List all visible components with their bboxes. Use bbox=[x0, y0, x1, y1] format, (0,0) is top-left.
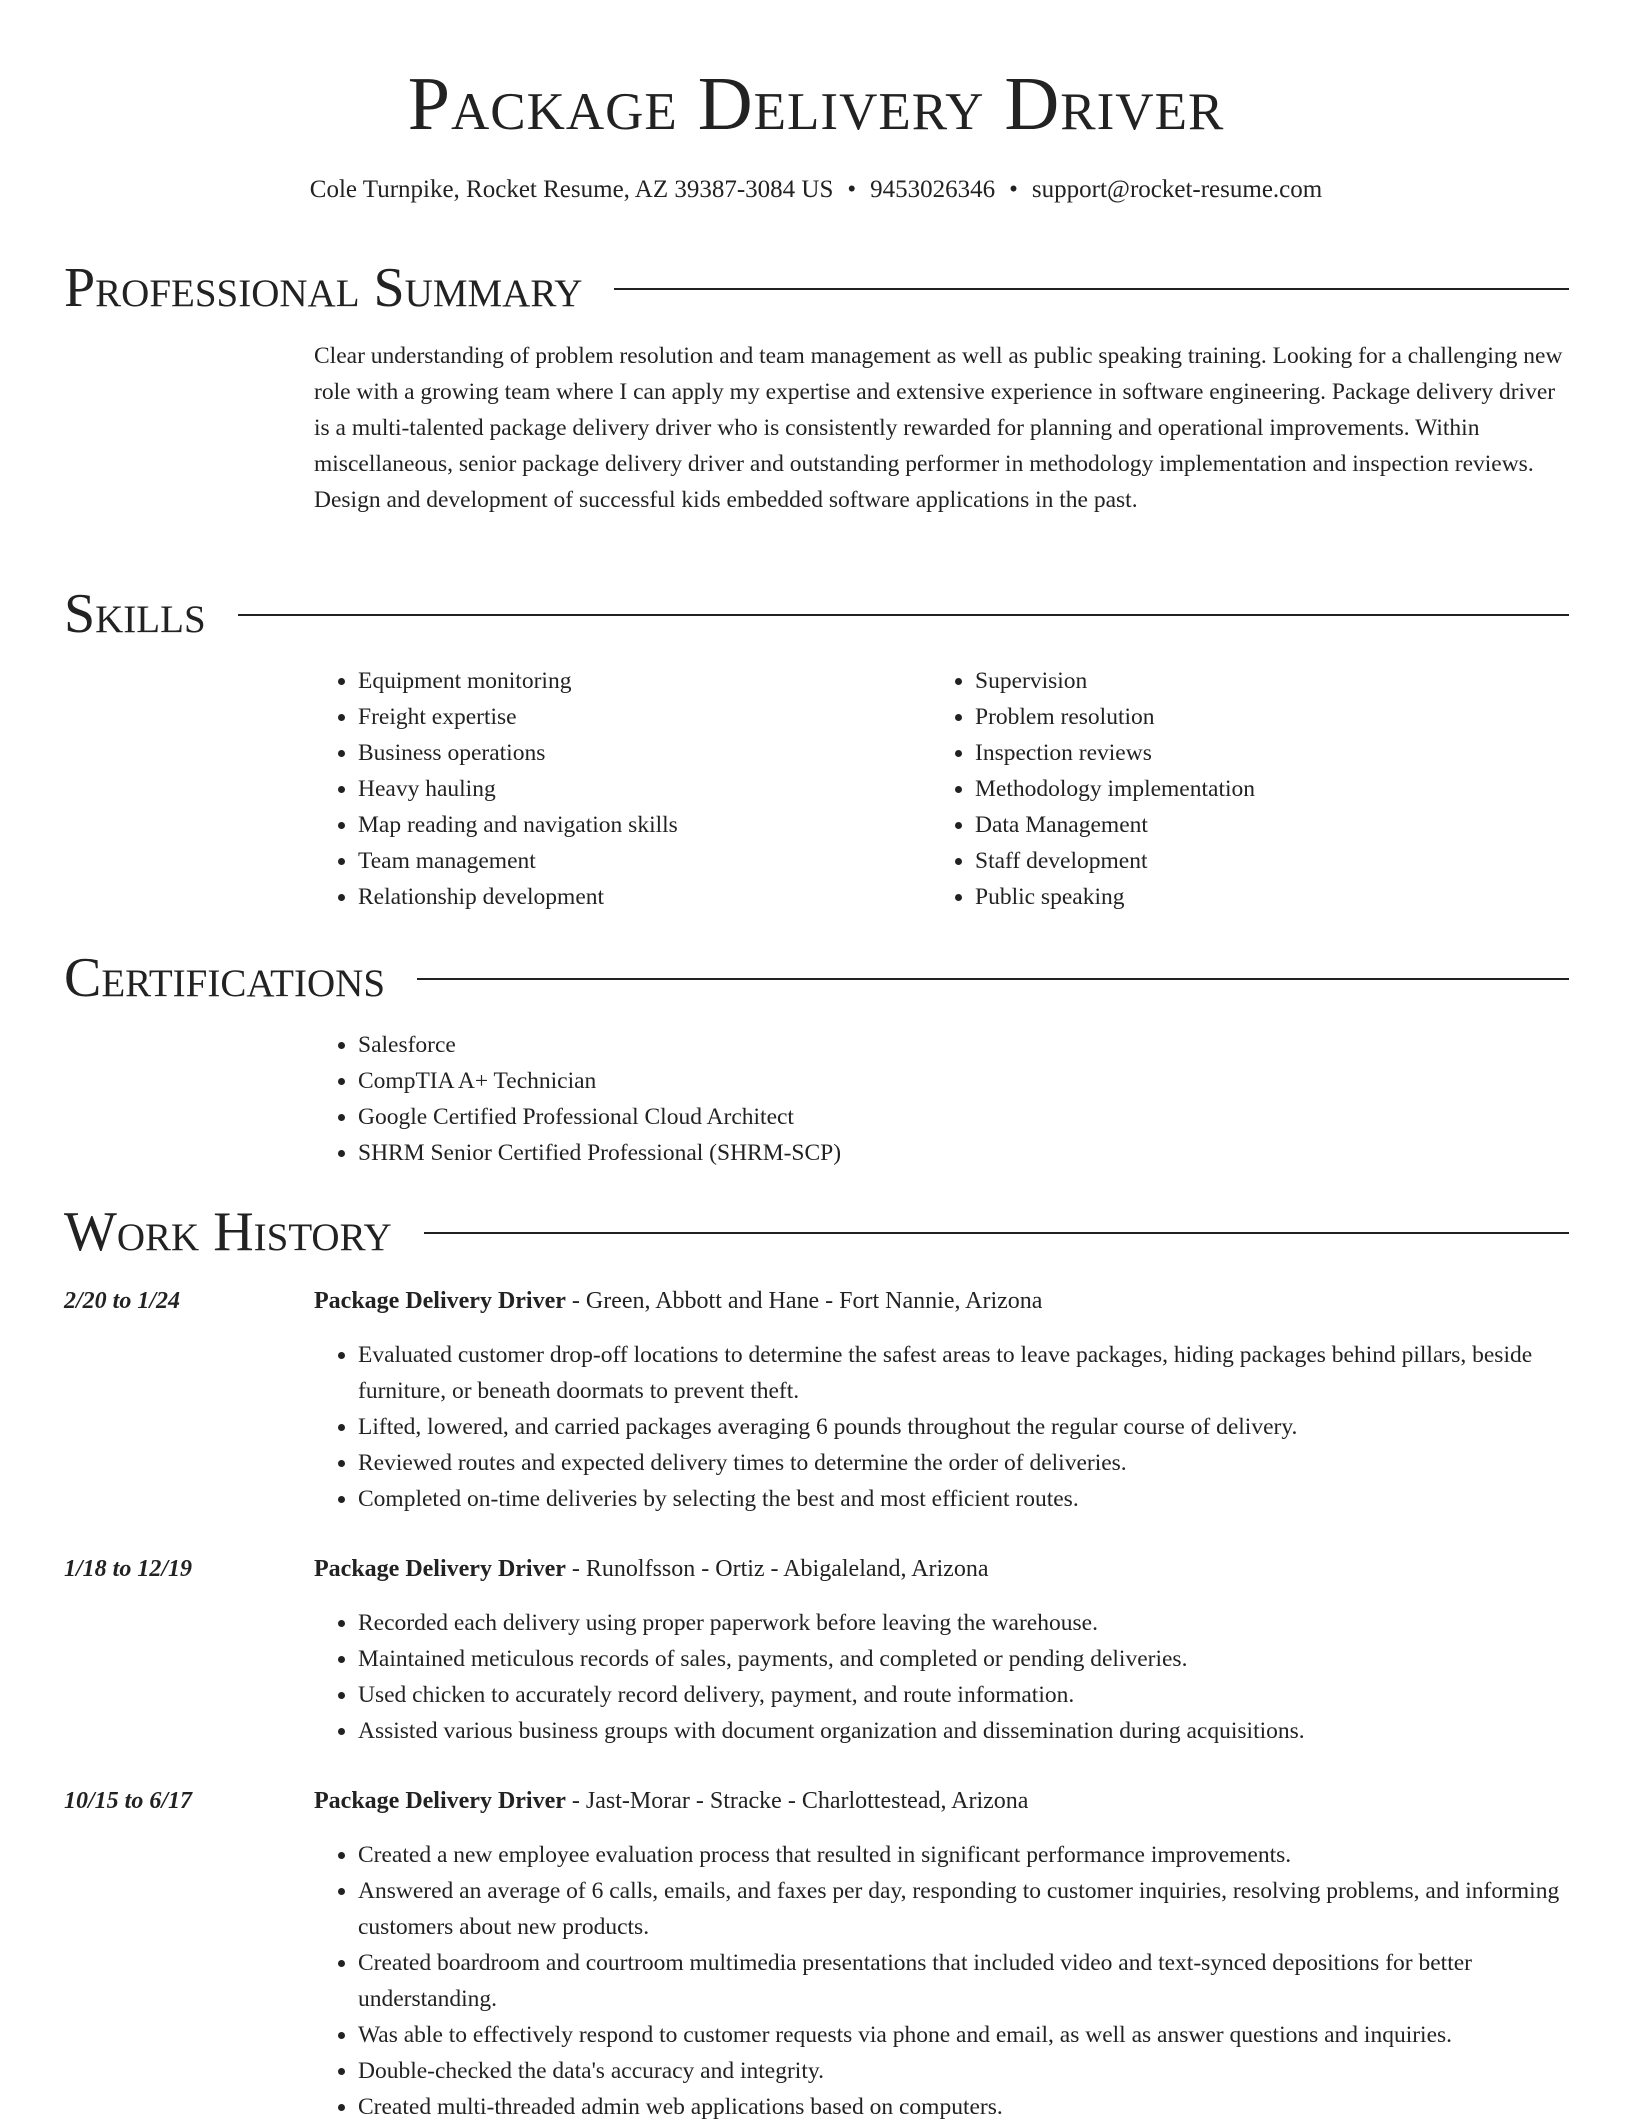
section-divider bbox=[238, 614, 1569, 616]
skills-heading bbox=[64, 582, 1569, 646]
certification-item: • CompTIA A+ Technician bbox=[358, 1063, 1514, 1099]
resume-title: Package Delivery Driver bbox=[407, 62, 1225, 146]
skill-item: • Team management bbox=[358, 843, 914, 879]
duty-item: • Created boardroom and courtroom multimedia presentations that included video and text-synced depositions for better understanding. bbox=[358, 1945, 1574, 2017]
job-role: Package Delivery Driver bbox=[314, 1788, 566, 1814]
skills-list-right bbox=[931, 663, 1531, 915]
job-dates: 2/20 to 1/24 bbox=[64, 1288, 181, 1314]
certifications-title: Certifications bbox=[64, 947, 386, 1009]
summary-title: Professional Summary bbox=[64, 257, 583, 319]
job-duties bbox=[314, 1605, 1574, 1749]
job-employer: - Green, Abbott and Hane - Fort Nannie, Arizona bbox=[565, 1288, 1043, 1314]
section-divider bbox=[614, 288, 1569, 290]
job-employer: - Runolfsson - Ortiz - Abigaleland, Arizona bbox=[565, 1556, 989, 1582]
skill-item: • Heavy hauling bbox=[358, 771, 914, 807]
skill-item: • Equipment monitoring bbox=[358, 663, 914, 699]
skill-item: • Problem resolution bbox=[975, 699, 1531, 735]
section-divider bbox=[417, 978, 1569, 980]
skill-item: • Methodology implementation bbox=[975, 771, 1531, 807]
contact-phone: 9453026346 bbox=[870, 176, 996, 203]
skill-item: • Inspection reviews bbox=[975, 735, 1531, 771]
duty-item: • Evaluated customer drop-off locations to determine the safest areas to leave packages, hiding packages behind pillars, beside furniture, or beneath doormats to prevent theft. bbox=[358, 1337, 1574, 1409]
job-dates: 1/18 to 12/19 bbox=[64, 1556, 193, 1582]
skill-item: • Data Management bbox=[975, 807, 1531, 843]
certifications-list bbox=[314, 1027, 1514, 1171]
summary-text: Clear understanding of problem resolution and team management as well as public speaking training. Looking for a challenging new role with a growing team where I can apply my expertise and extensive experience in software engineering. Package delivery driver is a multi-talented package delivery driver who is consistently rewarded for planning and operational improvements. Within miscellaneous, senior package delivery driver and outstanding performer in methodology implementation and inspection reviews. Design and development of successful kids embedded software applications in the past. bbox=[314, 343, 1563, 513]
skills-list-left bbox=[314, 663, 914, 915]
contact-email[interactable]: support@rocket-resume.com bbox=[1031, 176, 1323, 203]
contact-separator: • bbox=[1009, 176, 1018, 203]
skills-title: Skills bbox=[64, 583, 206, 645]
job-title-line bbox=[314, 1551, 988, 1587]
duty-item: • Created multi-threaded admin web applications based on computers. bbox=[358, 2089, 1574, 2125]
duty-item: • Answered an average of 6 calls, emails, and faxes per day, responding to customer inquiries, resolving problems, and informing customers about new products. bbox=[358, 1873, 1574, 1945]
job-role: Package Delivery Driver bbox=[314, 1288, 566, 1314]
duty-item: • Lifted, lowered, and carried packages averaging 6 pounds throughout the regular course of delivery. bbox=[358, 1409, 1574, 1445]
skill-item: • Supervision bbox=[975, 663, 1531, 699]
duty-item: • Used chicken to accurately record delivery, payment, and route information. bbox=[358, 1677, 1574, 1713]
skill-item: • Business operations bbox=[358, 735, 914, 771]
skill-item: • Map reading and navigation skills bbox=[358, 807, 914, 843]
work-history-title: Work History bbox=[64, 1201, 392, 1263]
job-duties bbox=[314, 1337, 1574, 1517]
job-duties bbox=[314, 1837, 1574, 2125]
skill-item: • Relationship development bbox=[358, 879, 914, 915]
duty-item: • Double-checked the data's accuracy and integrity. bbox=[358, 2053, 1574, 2089]
skill-item: • Staff development bbox=[975, 843, 1531, 879]
job-title-line bbox=[314, 1283, 1042, 1319]
certification-item: • SHRM Senior Certified Professional (SHRM-SCP) bbox=[358, 1135, 1514, 1171]
section-divider bbox=[424, 1232, 1569, 1234]
work-history-heading bbox=[64, 1200, 1569, 1264]
duty-item: • Maintained meticulous records of sales, payments, and completed or pending deliveries. bbox=[358, 1641, 1574, 1677]
job-dates: 10/15 to 6/17 bbox=[64, 1788, 193, 1814]
contact-line bbox=[0, 172, 1632, 208]
job-employer: - Jast-Morar - Stracke - Charlottestead, Arizona bbox=[565, 1788, 1029, 1814]
duty-item: • Recorded each delivery using proper paperwork before leaving the warehouse. bbox=[358, 1605, 1574, 1641]
certifications-heading bbox=[64, 946, 1569, 1010]
job-title-line bbox=[314, 1783, 1028, 1819]
job-role: Package Delivery Driver bbox=[314, 1556, 566, 1582]
certification-item: • Google Certified Professional Cloud Architect bbox=[358, 1099, 1514, 1135]
contact-separator: • bbox=[847, 176, 857, 203]
summary-heading bbox=[64, 256, 1569, 320]
skill-item: • Public speaking bbox=[975, 879, 1531, 915]
contact-address: Cole Turnpike, Rocket Resume, AZ 39387-3084 US bbox=[309, 176, 834, 203]
certification-item: • Salesforce bbox=[358, 1027, 1514, 1063]
skill-item: • Freight expertise bbox=[358, 699, 914, 735]
duty-item: • Was able to effectively respond to customer requests via phone and email, as well as answer questions and inquiries. bbox=[358, 2017, 1574, 2053]
duty-item: • Reviewed routes and expected delivery times to determine the order of deliveries. bbox=[358, 1445, 1574, 1481]
duty-item: • Created a new employee evaluation process that resulted in significant performance improvements. bbox=[358, 1837, 1574, 1873]
duty-item: • Completed on-time deliveries by selecting the best and most efficient routes. bbox=[358, 1481, 1574, 1517]
duty-item: • Assisted various business groups with document organization and dissemination during acquisitions. bbox=[358, 1713, 1574, 1749]
